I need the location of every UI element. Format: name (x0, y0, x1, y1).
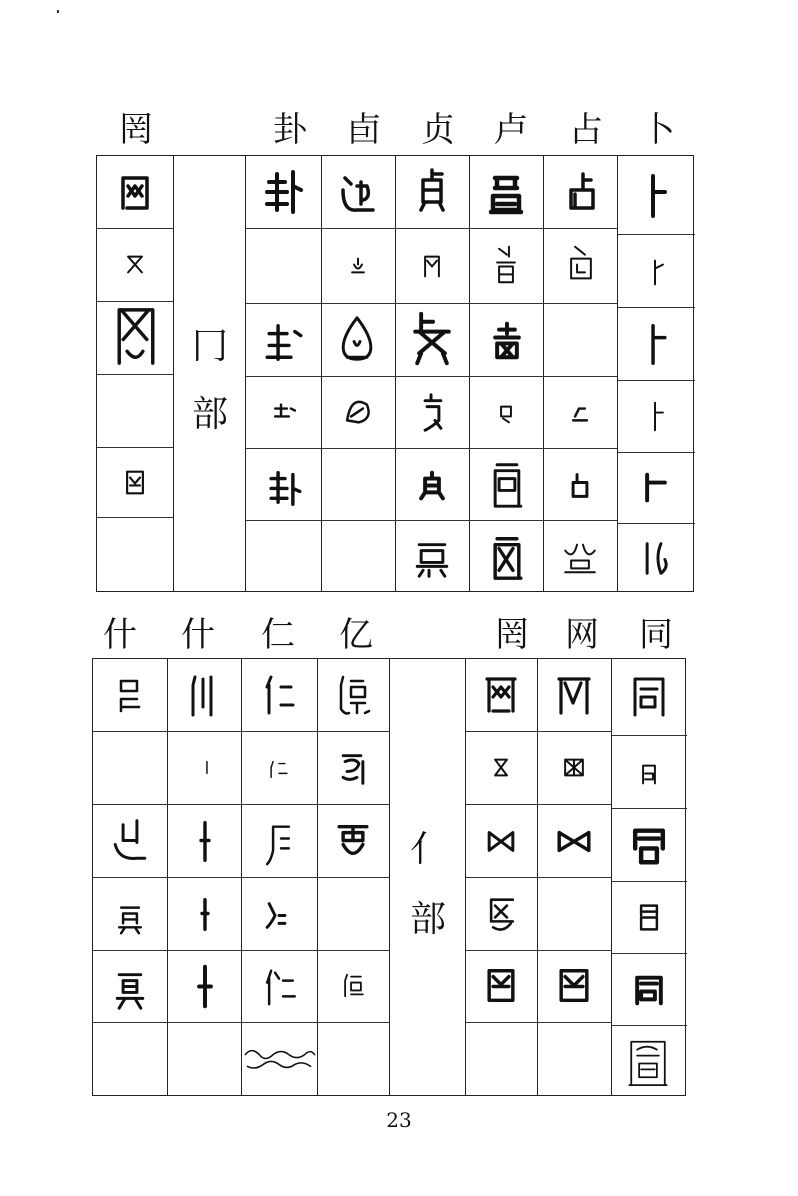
glyph-wang2-1-icon (465, 659, 537, 731)
glyph-shen-1-icon (93, 659, 167, 731)
glyph-wang-1-icon (97, 156, 173, 228)
header-char: 卢 (494, 110, 528, 150)
glyph-zhan-2-icon (543, 228, 617, 303)
glyph-lu-6-icon (469, 520, 543, 593)
glyph-zhen-3-icon (395, 303, 469, 376)
header-char: 卣 (347, 110, 381, 150)
glyph-gua-4-icon (245, 448, 321, 520)
glyph-net-3-icon (537, 804, 611, 877)
glyph-wang2-5-icon (465, 950, 537, 1022)
glyph-bu-4-icon (617, 380, 695, 452)
glyph-bu-1-icon (617, 156, 695, 234)
glyph-ren-6-icon (241, 1022, 317, 1097)
glyph-bu-5-icon (617, 452, 695, 523)
glyph-lu-3-icon (469, 303, 543, 376)
header-char: 亿 (339, 615, 373, 655)
radical-label-bu: 部 (409, 899, 446, 940)
glyph-zhen-6-icon (395, 520, 469, 593)
header-char: 什 (181, 615, 215, 655)
glyph-ren-5-icon (241, 950, 317, 1022)
glyph-zhen-2-icon (395, 228, 469, 303)
header-char: 卦 (273, 110, 307, 150)
glyph-yi-3-icon (317, 804, 389, 877)
glyph-zhen-4-icon (395, 376, 469, 448)
glyph-bu-2-icon (617, 234, 695, 307)
glyph-bu-3-icon (617, 307, 695, 380)
glyph-wang-3-icon (97, 301, 173, 374)
glyph-tong-4-icon (611, 881, 687, 953)
glyph-zhan-1-icon (543, 156, 617, 228)
glyph-yi-4-icon (317, 950, 389, 1022)
glyph-ren-2-icon (241, 731, 317, 804)
glyph-you-1-icon (321, 156, 395, 228)
header-char: 仁 (261, 615, 295, 655)
scan-speck (57, 10, 59, 13)
glyph-tong-2-icon (611, 735, 687, 808)
glyph-gua-3-icon (245, 376, 321, 448)
glyph-zhan-5-icon (543, 520, 617, 593)
glyph-zhan-4-icon (543, 448, 617, 520)
glyph-lu-5-icon (469, 448, 543, 520)
glyph-zhen-1-icon (395, 156, 469, 228)
script-table-top (96, 155, 694, 592)
glyph-zhan-3-icon (543, 376, 617, 448)
glyph-wang2-2-icon (465, 731, 537, 804)
glyph-lu-4-icon (469, 376, 543, 448)
glyph-tong-5-icon (611, 953, 687, 1025)
glyph-shi-5-icon (167, 950, 241, 1022)
glyph-zhen-5-icon (395, 448, 469, 520)
radical-label-bu: 部 (191, 394, 228, 435)
header-char: 什 (103, 615, 137, 655)
glyph-yi-2-icon (317, 731, 389, 804)
glyph-net-4-icon (537, 950, 611, 1022)
glyph-shen-2-icon (93, 804, 167, 877)
glyph-gua-1-icon (245, 156, 321, 228)
glyph-bu-6-icon (617, 523, 695, 593)
glyph-shi-1-icon (167, 659, 241, 731)
glyph-net-2-icon (537, 731, 611, 804)
glyph-lu-1-icon (469, 156, 543, 228)
glyph-lu-2-icon (469, 228, 543, 303)
radical-label-jiong: 冂 (191, 326, 228, 367)
glyph-you-3-icon (321, 303, 395, 376)
glyph-ren-4-icon (241, 877, 317, 950)
glyph-shi-3-icon (167, 804, 241, 877)
glyph-wang-4-icon (97, 447, 173, 517)
script-table-bottom (92, 658, 686, 1096)
glyph-yi-1-icon (317, 659, 389, 731)
header-char: 卜 (641, 110, 675, 150)
glyph-wang2-3-icon (465, 804, 537, 877)
glyph-net-1-icon (537, 659, 611, 731)
header-char: 罔 (495, 615, 529, 655)
glyph-tong-6-icon (611, 1025, 687, 1097)
header-char: 占 (569, 110, 603, 150)
glyph-wang2-4-icon (465, 877, 537, 950)
glyph-tong-3-icon (611, 808, 687, 881)
glyph-shen-4-icon (93, 950, 167, 1022)
glyph-gua-2-icon (245, 303, 321, 376)
header-char: 网 (565, 615, 599, 655)
glyph-ren-1-icon (241, 659, 317, 731)
glyph-you-2-icon (321, 228, 395, 303)
glyph-tong-1-icon (611, 659, 687, 735)
glyph-shen-3-icon (93, 877, 167, 950)
page-number: 23 (386, 1108, 412, 1132)
glyph-shi-4-icon (167, 877, 241, 950)
radical-label-ren: 亻 (409, 829, 446, 870)
header-char: 同 (639, 615, 673, 655)
glyph-you-4-icon (321, 376, 395, 448)
header-char: 罔 (119, 110, 153, 150)
glyph-shi-2-icon (167, 731, 241, 804)
header-char: 贞 (421, 110, 455, 150)
glyph-ren-3-icon (241, 804, 317, 877)
glyph-wang-2-icon (97, 228, 173, 301)
